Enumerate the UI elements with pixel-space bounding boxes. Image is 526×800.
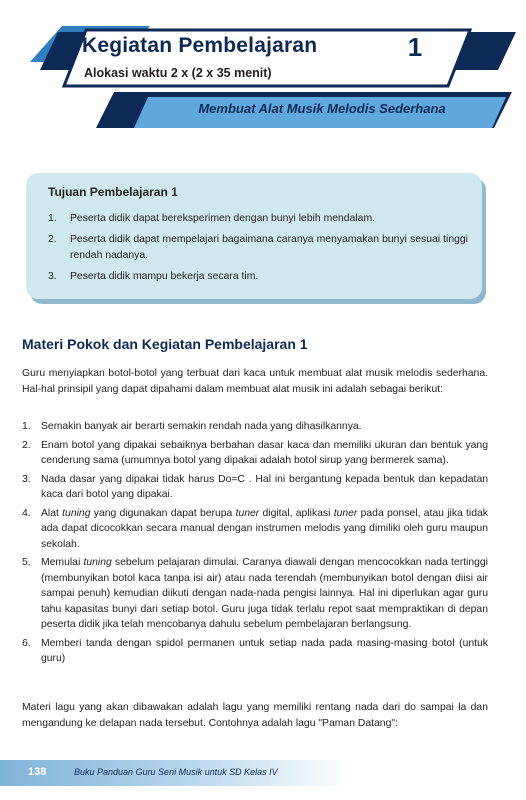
list-item: 6. Memberi tanda dengan spidol permanen untuk setiap nada pada masing-masing botol (untuk guru) [22,637,488,664]
list-item: 1. Peserta didik dapat bereksperimen dengan bunyi lebih mendalam. [48,213,375,224]
principles-list [22,419,488,670]
book-title: Buku Panduan Guru Seni Musik untuk SD Kelas IV [74,767,278,777]
list-item: 1. Semakin banyak air berarti semakin rendah nada yang dihasilkannya. [22,421,362,432]
list-item: 2. Peserta didik dapat mempelajari bagaimana caranya menyamakan bunyi sesuai tinggi rendah nadanya. [48,234,468,261]
outro-paragraph: Materi lagu yang akan dibawakan adalah lagu yang memiliki rentang nada dari do sampai la dan mengandung ke delapan nada tersebut. Contohnya adalah lagu "Paman Datang": [22,702,488,729]
intro-paragraph: Guru menyiapkan botol-botol yang terbuat dari kaca untuk membuat alat musik melodis sederhana. Hal-hal prinsipil yang dapat dipahami dalam membuat alat musik ini adalah sebagai berikut: [22,368,488,395]
page-number: 138 [28,766,47,778]
objectives-list [48,211,468,290]
section-heading: Materi Pokok dan Kegiatan Pembelajaran 1 [22,336,308,352]
list-item: 3. Peserta didik mampu bekerja secara tim. [48,271,259,282]
chapter-subtitle: Membuat Alat Musik Melodis Sederhana [198,101,446,116]
learning-objectives-box [26,173,482,299]
list-item: 5. Memulai tuning sebelum pelajaran dimulai. Caranya diawali dengan mencocokkan nada tertinggi (membunyikan botol kaca tanpa isi air) atau nada terendah (membunyikan botol dengan diisi air sampai penuh) kemudian diikuti dengan nada-nada pengisi lainnya. Hal ini diperlukan agar guru tahu kapasitas bunyi dari setiap botol. Guru juga tidak terlalu repot saat mempraktikan di depan peserta didik jika telah mencobanya dahulu sebelum pembelajaran berlangsung. [22,557,488,630]
list-item: 4. Alat tuning yang digunakan dapat berupa tuner digital, aplikasi tuner pada ponsel, atau jika tidak ada dapat dicocokkan secara manual dengan instrumen melodis yang dimiliki oleh guru maupun sekolah. [22,507,488,550]
chapter-banner [0,0,526,140]
chapter-title: Kegiatan Pembelajaran [82,34,318,57]
time-allocation: Alokasi waktu 2 x (2 x 35 menit) [84,66,272,80]
list-item: 2. Enam botol yang dipakai sebaiknya berbahan dasar kaca dan memiliki ukuran dan bentuk yang cenderung sama (umumnya botol yang dipakai adalah botol sirup yang bermerek sama). [22,439,488,466]
chapter-number: 1 [407,32,423,62]
list-item: 3. Nada dasar yang dipakai tidak harus Do=C . Hal ini bergantung kepada bentuk dan kepadatan kaca dari botol yang dipakai. [22,473,488,500]
objectives-title: Tujuan Pembelajaran 1 [48,185,178,199]
